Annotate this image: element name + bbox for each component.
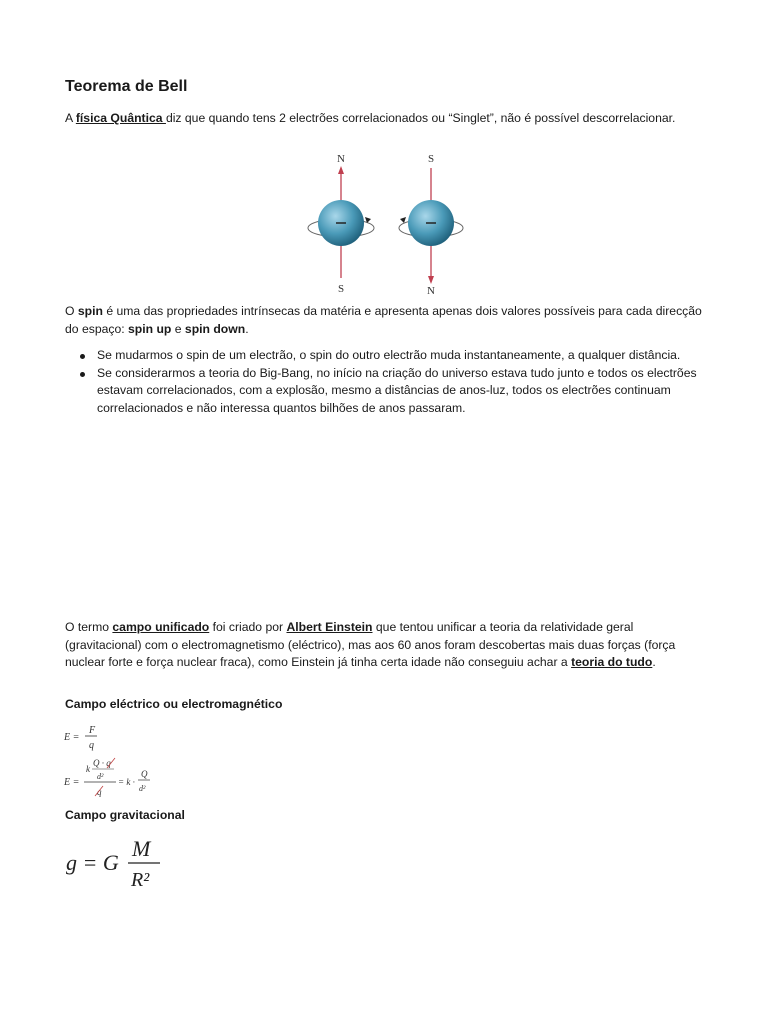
unified-text-1: O termo <box>65 620 113 634</box>
right-arrow-down <box>428 276 434 284</box>
gravity-formula <box>64 834 174 894</box>
electric-field-formulas <box>62 722 182 802</box>
g-denominator: R² <box>131 869 150 891</box>
list-item <box>65 365 705 418</box>
gravity-field-heading: Campo gravitacional <box>65 808 185 822</box>
unified-text-3: que tentou unificar a teoria da relatividade geral (gravitacional) com o electromagnetismo (eléctrico), mas aos 60 anos foram descobertas mais duas forças (força nuclear forte e força nuclear fraca), como Einstein já tinha certa idade não conseguiu achar a <box>65 620 676 669</box>
g-numerator: M <box>132 836 151 861</box>
unified-text-2: foi criado por <box>209 620 287 634</box>
page-title: Teorema de Bell <box>65 78 188 95</box>
unified-text-4: . <box>652 655 656 669</box>
intro-paragraph <box>65 110 705 128</box>
e1-denominator: q <box>89 740 94 751</box>
albert-einstein-link[interactable]: Albert Einstein <box>286 620 373 634</box>
fisica-quantica-link[interactable]: física Quântica <box>75 111 166 125</box>
electric-field-heading: Campo eléctrico ou electromagnético <box>65 697 283 711</box>
spin-up-term: spin up <box>128 321 172 336</box>
campo-unificado-link[interactable]: campo unificado <box>112 620 210 634</box>
left-bottom-label: S <box>337 283 345 295</box>
e1-lhs: E = <box>64 732 80 743</box>
spin-diagram <box>300 150 470 298</box>
left-arrow-up <box>338 166 344 174</box>
right-bottom-label: N <box>427 285 435 297</box>
spin-paragraph <box>65 303 705 338</box>
e2-d2: d² <box>97 772 104 781</box>
g-lhs: g = G <box>66 850 119 875</box>
bullet-list <box>65 347 705 417</box>
teoria-do-tudo-link[interactable]: teoria do tudo <box>571 655 653 669</box>
intro-suffix: diz que quando tens 2 electrões correlacionados ou “Singlet”, não é possível descorrelacionar. <box>165 111 676 125</box>
spin-text-2: é uma das propriedades intrínsecas da matéria e apresenta apenas dois valores possíveis para cada direcção do espaço: <box>65 304 702 336</box>
spin-text-4: . <box>245 321 249 336</box>
list-item <box>65 347 705 365</box>
right-spin-arrow <box>400 217 406 223</box>
e2-lhs: E = <box>64 777 80 788</box>
spin-term: spin <box>77 304 103 318</box>
e2-numerator: Q · q <box>93 758 111 768</box>
e2-k: k <box>86 764 90 774</box>
bullet-dot <box>80 354 85 359</box>
right-top-label: S <box>427 153 435 165</box>
e1-numerator: F <box>89 725 96 736</box>
e2-denominator: q <box>97 787 102 797</box>
e2-numerator-2: Q <box>141 769 148 779</box>
intro-prefix: A <box>65 111 76 125</box>
left-top-label: N <box>337 153 345 165</box>
spin-text-1: O <box>65 304 78 318</box>
spin-text-3: e <box>171 321 185 336</box>
unified-field-paragraph <box>65 619 705 672</box>
e2-denominator-2: d² <box>139 784 146 793</box>
e2-middle: = k · <box>118 777 135 787</box>
spin-down-term: spin down <box>184 321 246 336</box>
spin-figure <box>300 150 470 298</box>
bullet-text: Se mudarmos o spin de um electrão, o spin do outro electrão muda instantaneamente, a qualquer distância. <box>97 348 681 362</box>
bullet-text: Se considerarmos a teoria do Big-Bang, no início na criação do universo estava tudo junto e todos os electrões estavam correlacionados, com a explosão, mesmo a distâncias de anos-luz, todos os electrões continuam correlacionados e não interessa quantos bilhões de anos passaram. <box>97 365 697 415</box>
bullet-dot <box>80 372 85 377</box>
